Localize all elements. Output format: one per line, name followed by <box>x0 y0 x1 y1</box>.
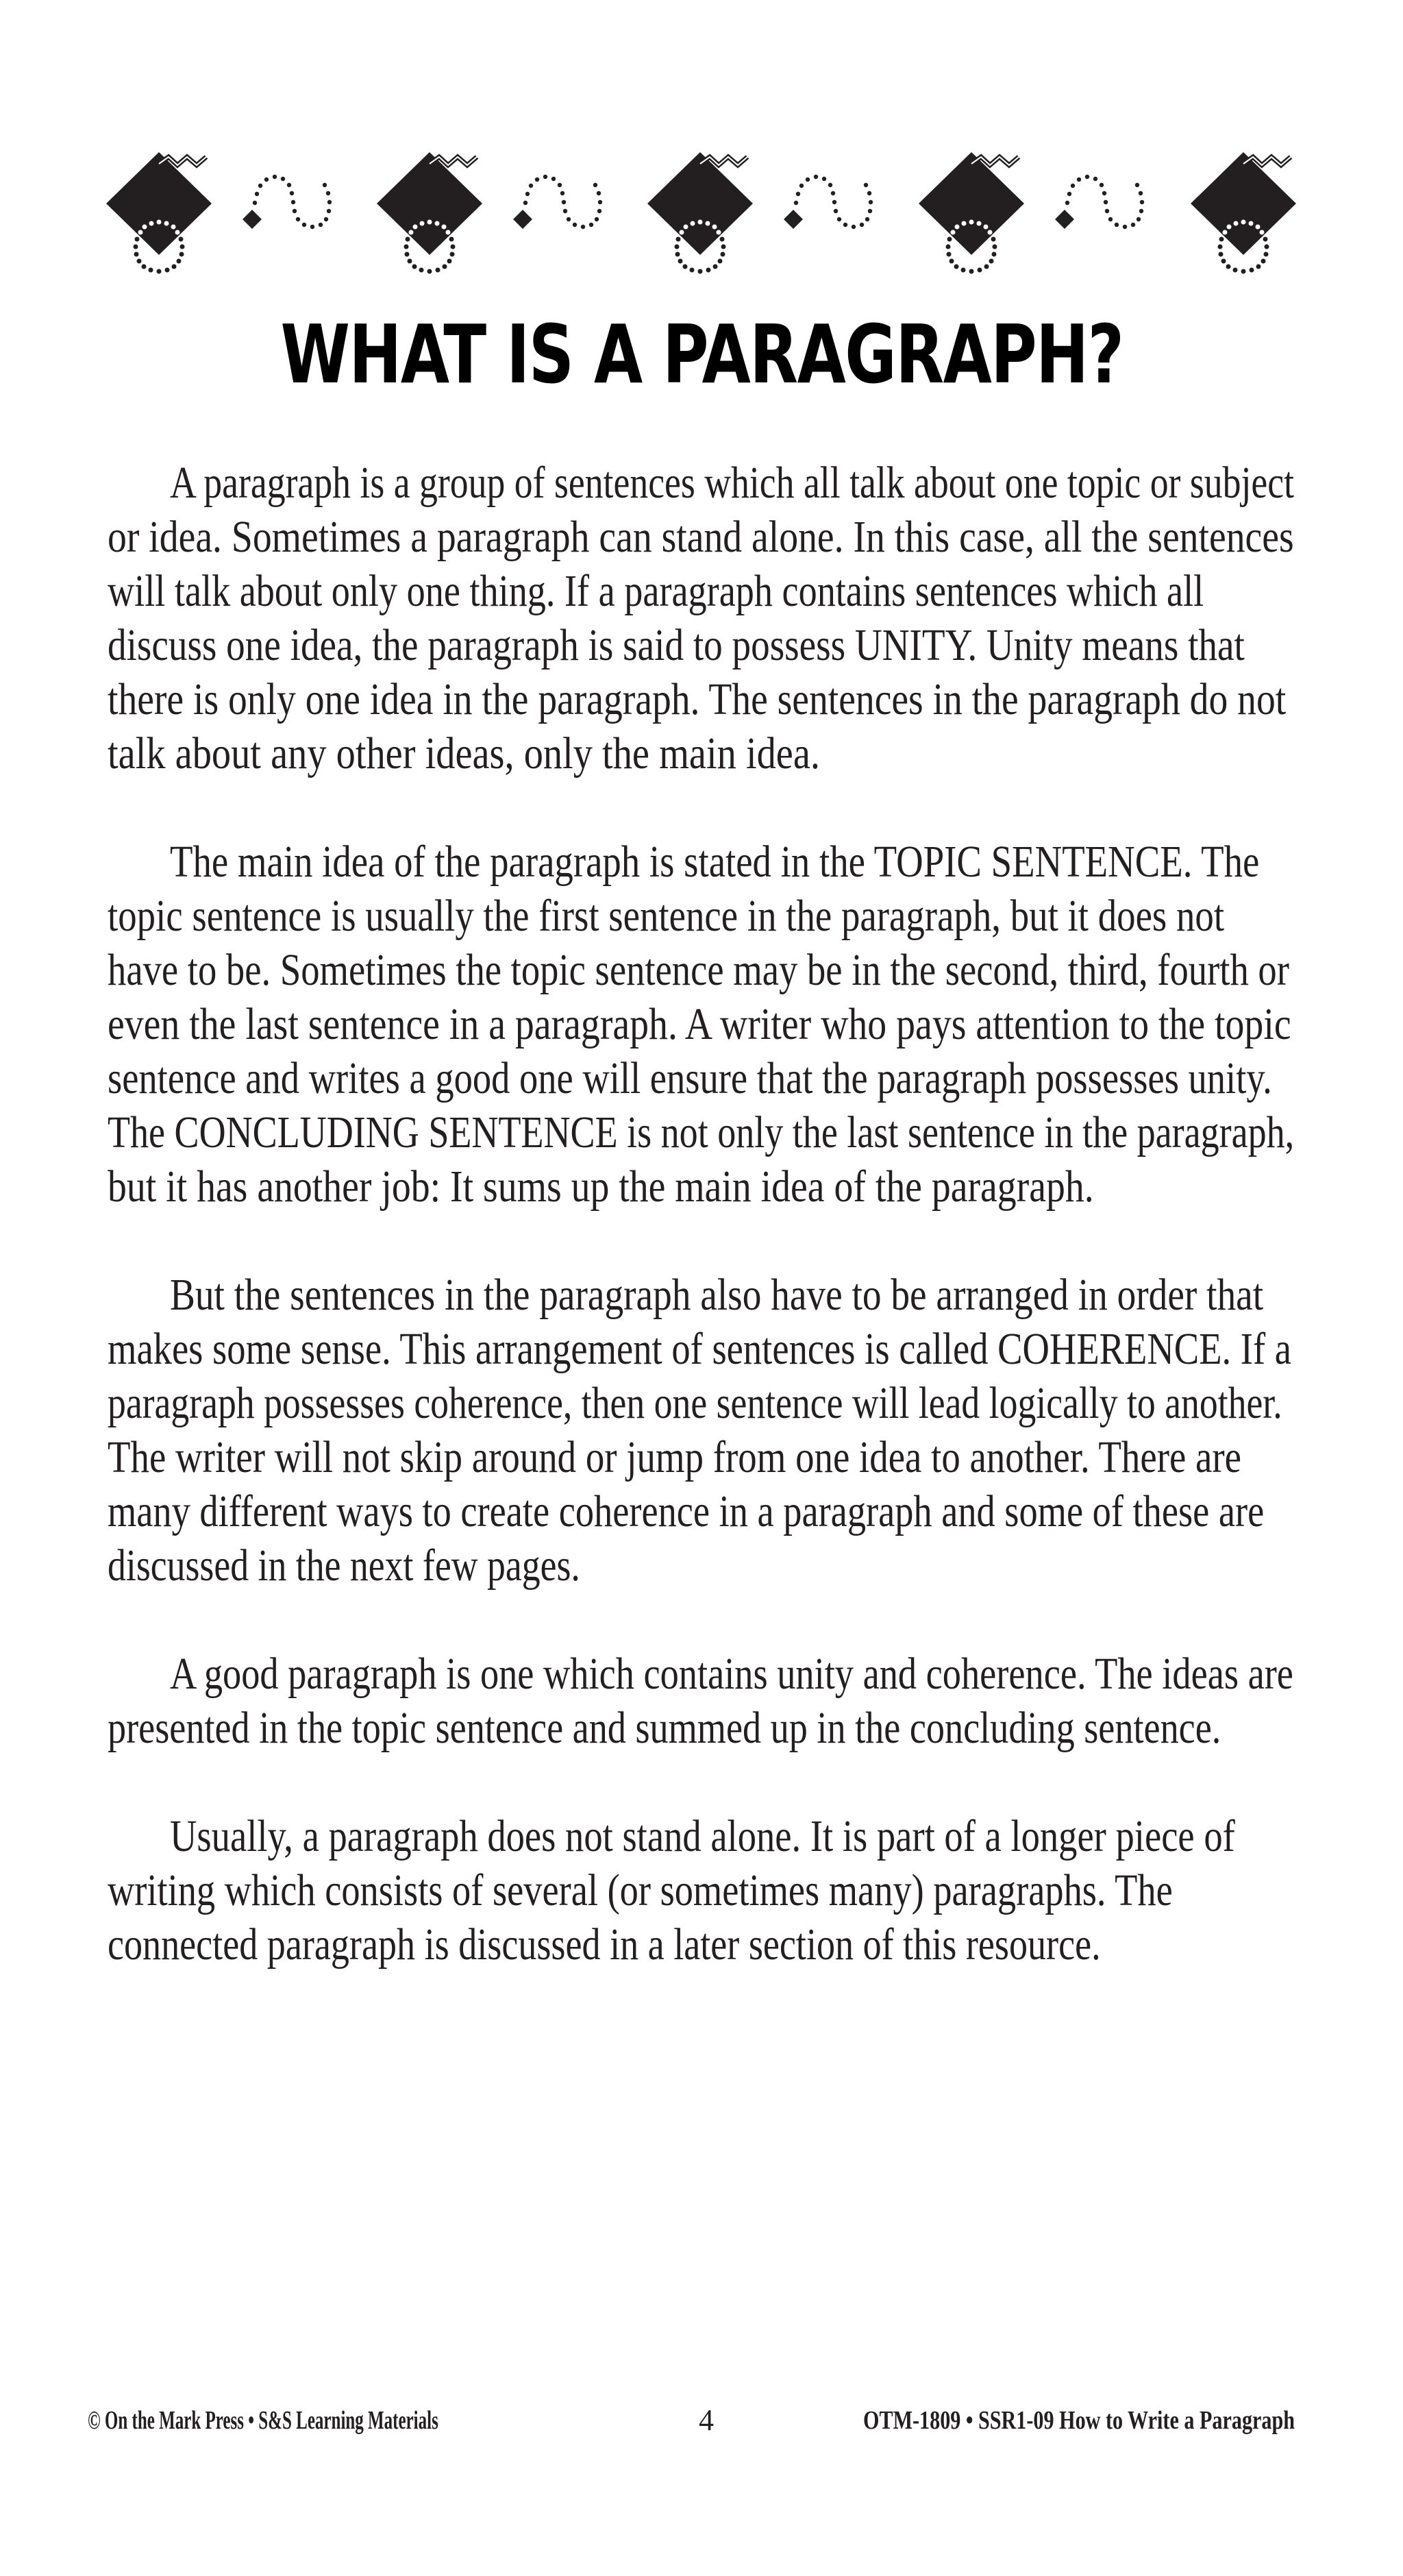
text-line: even the last sentence in a paragraph. A writer who pays attention to the topic <box>108 999 1291 1049</box>
dotted-wave-icon <box>243 175 332 229</box>
text-line: topic sentence is usually the first sentence in the paragraph, but it does not <box>108 891 1225 941</box>
text-line: A good paragraph is one which contains unity and coherence. The ideas are <box>170 1649 1293 1699</box>
decorative-border <box>0 0 1403 302</box>
text-line: A paragraph is a group of sentences which all talk about one topic or subject <box>170 458 1295 508</box>
text-line: but it has another job: It sums up the main idea of the paragraph. <box>108 1162 1094 1212</box>
graduation-cap-icon <box>377 152 482 274</box>
text-line: The writer will not skip around or jump from one idea to another. There are <box>108 1432 1242 1482</box>
text-line: will talk about only one thing. If a paragraph contains sentences which all <box>108 566 1204 616</box>
text-line: or idea. Sometimes a paragraph can stand alone. In this case, all the sentences <box>108 512 1294 562</box>
text-line: connected paragraph is discussed in a later section of this resource. <box>108 1919 1101 1970</box>
text-line: many different ways to create coherence in a paragraph and some of these are <box>108 1486 1265 1536</box>
page-number: 4 <box>699 2403 714 2437</box>
text-line: The main idea of the paragraph is stated in the TOPIC SENTENCE. The <box>170 837 1260 887</box>
text-line: sentence and writes a good one will ensure that the paragraph possesses unity. <box>108 1053 1272 1103</box>
graduation-cap-icon <box>647 152 753 274</box>
graduation-cap-icon <box>1191 152 1296 274</box>
dotted-wave-icon <box>513 175 602 229</box>
text-line: Usually, a paragraph does not stand alone. It is part of a longer piece of <box>170 1811 1235 1861</box>
text-line: But the sentences in the paragraph also have to be arranged in order that <box>170 1270 1264 1320</box>
dotted-wave-icon <box>784 175 873 229</box>
text-line: writing which consists of several (or sometimes many) paragraphs. The <box>108 1865 1173 1915</box>
footer-copyright: © On the Mark Press • S&S Learning Materials <box>88 2406 438 2435</box>
graduation-cap-icon <box>919 152 1024 274</box>
dotted-wave-icon <box>1055 175 1144 229</box>
graduation-cap-icon <box>106 152 212 274</box>
text-line: talk about any other ideas, only the main idea. <box>108 728 820 778</box>
text-line: makes some sense. This arrangement of sentences is called COHERENCE. If a <box>108 1324 1292 1374</box>
text-line: presented in the topic sentence and summed up in the concluding sentence. <box>108 1703 1221 1753</box>
text-line: paragraph possesses coherence, then one sentence will lead logically to another. <box>108 1378 1282 1428</box>
text-line: there is only one idea in the paragraph. The sentences in the paragraph do not <box>108 674 1287 724</box>
footer-product-code: OTM-1809 • SSR1-09 How to Write a Paragraph <box>863 2406 1295 2435</box>
text-line: discuss one idea, the paragraph is said to possess UNITY. Unity means that <box>108 620 1245 670</box>
text-line: discussed in the next few pages. <box>108 1541 580 1591</box>
text-line: The CONCLUDING SENTENCE is not only the last sentence in the paragraph, <box>108 1107 1295 1157</box>
page-title-text: WHAT IS A PARAGRAPH? <box>280 307 1123 402</box>
text-line: have to be. Sometimes the topic sentence may be in the second, third, fourth or <box>108 945 1289 995</box>
page-title <box>0 307 1403 402</box>
